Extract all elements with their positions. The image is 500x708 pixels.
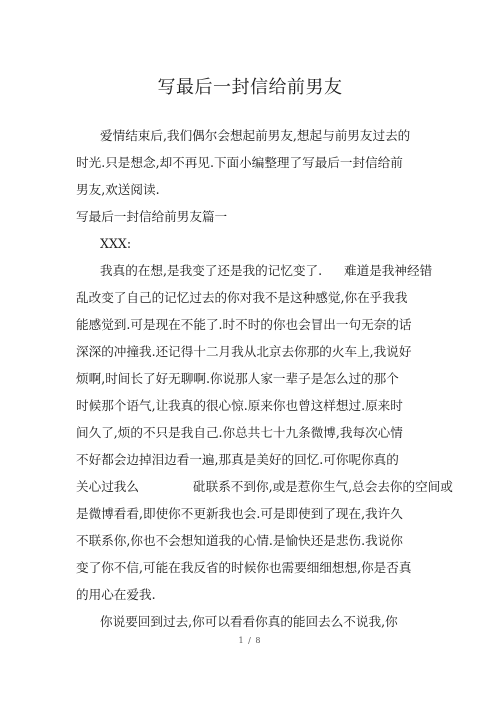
section-heading: 写最后一封信给前男友篇一 (76, 209, 228, 224)
text-line: 间久了,烦的不只是我自己.你总共七十九条微博,我每次心情 (76, 425, 403, 440)
text-line: 的用心在爱我. (76, 587, 156, 602)
text-line: 能感觉到.可是现在不能了.时不时的你也会冒出一句无奈的话 (76, 317, 412, 332)
text-line: 深深的冲撞我.还记得十二月我从北京去你那的火车上,我说好 (76, 344, 412, 359)
text-line: 不联系你,你也不会想知道我的心情.是愉快还是悲伤.我说你 (76, 533, 403, 548)
text-line: 烦啊,时间长了好无聊啊.你说那人家一辈子是怎么过的那个 (76, 371, 399, 386)
text-line: 时候那个语气,让我真的很心惊.原来你也曾这样想过.原来时 (76, 398, 403, 413)
page-number: 1 / 8 (238, 636, 262, 645)
text-line: 难道是我神经错 (344, 263, 433, 278)
text-line: 你说要回到过去,你可以看看你真的能回去么不说我,你 (100, 614, 398, 629)
text-line: 时光.只是想念,却不再见.下面小编整理了写最后一封信给前 (76, 155, 403, 170)
text-line: 爱情结束后,我们偶尔会想起前男友,想起与前男友过去的 (100, 128, 411, 143)
text-line: 是微博看看,即使你不更新我也会.可是即使到了现在,我许久 (76, 506, 403, 521)
text-line: 变了你不信,可能在我反省的时候你也需要细细想想,你是否真 (76, 560, 412, 575)
salutation: XXX: (100, 236, 132, 251)
text-line: 关心过我么 (76, 479, 139, 494)
text-line: 男友,欢送阅读. (76, 182, 160, 197)
document-title: 写最后一封信给前男友 (157, 77, 343, 98)
text-line: 不好都会边掉泪边看一遍,那真是美好的回忆.可你呢你真的 (76, 452, 399, 467)
text-line: 我真的在想,是我变了还是我的记忆变了. (100, 263, 323, 278)
text-line: 乱改变了自己的记忆过去的你对我不是这种感觉,你在乎我我 (76, 290, 408, 305)
text-line: 砒联系不到你,或是惹你生气,总会去你的空间或 (193, 479, 453, 494)
